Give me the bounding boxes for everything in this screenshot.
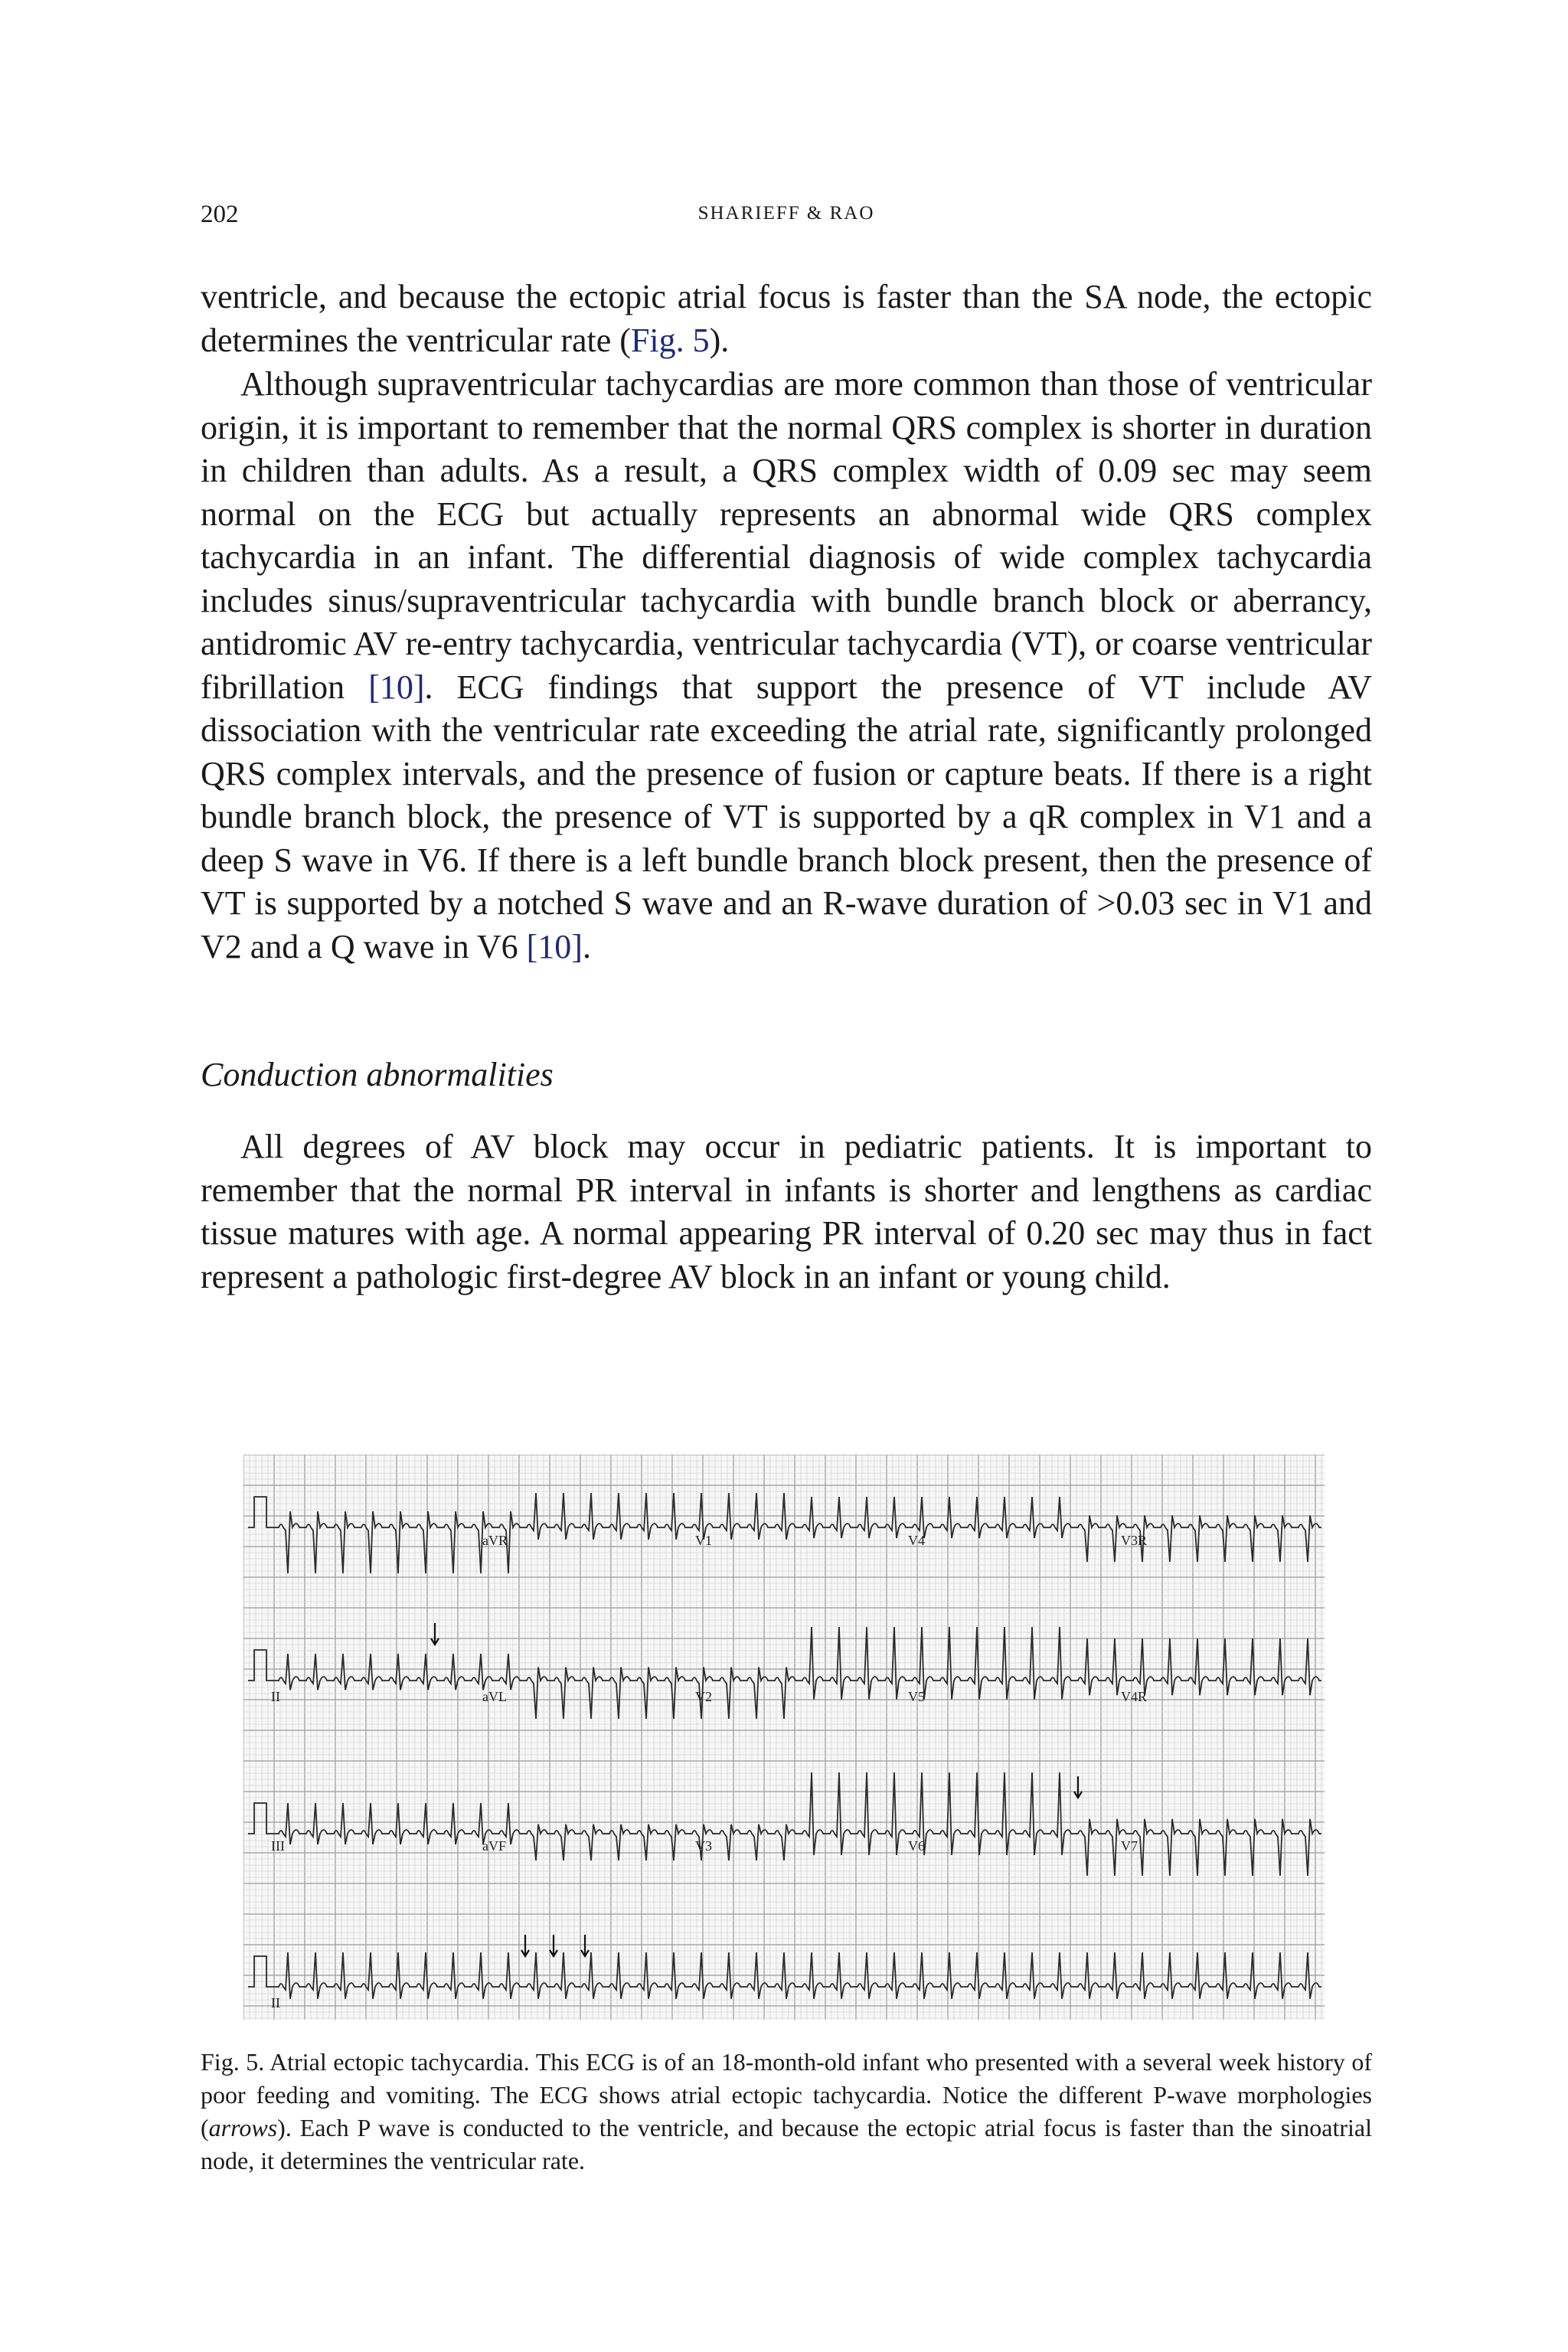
paragraph-1 [201,276,1372,362]
lead-label-v1: V1 [695,1533,712,1548]
running-head: SHARIEFF & RAO [697,203,875,224]
caption-text-b: ). Each P wave is conducted to the ventricle, and because the ectopic atrial focus is faster than the sinoatrial node, it determines the ventricular rate. [201,2114,1372,2174]
section-heading: Conduction abnormalities [201,1056,554,1093]
lead-label-v6: V6 [908,1838,925,1854]
lead-label-avl: aVL [482,1689,507,1704]
lead-label-ii: II [271,1689,280,1704]
lead-label-v4r: V4R [1121,1689,1148,1704]
lead-label-iii: III [271,1838,285,1854]
reference-10-link[interactable]: [10] [368,668,425,706]
lead-label-avf: aVF [482,1838,506,1854]
paragraph-2-part-c: . [582,927,591,965]
lead-label-ii-rhythm: II [271,1995,280,2011]
lead-label-v5: V5 [908,1689,925,1704]
caption-text-a: Atrial ectopic tachycardia. This ECG is of an 18-month-old infant who presented with a several week history of poor feeding and vomiting. The ECG shows atrial ectopic tachycardia. Notice the different P-wave morphologies ( [201,2048,1373,2141]
page-header [201,201,1372,231]
caption-label: Fig. 5. [201,2048,265,2076]
paragraph-2-part-b: . ECG findings that support the presence of VT include AV dissociation with the ventricular rate exceeding the atrial rate, significantly prolonged QRS complex intervals, and the presence of fusion or capture beats. If there is a right bundle branch block, the presence of VT is supported by a qR complex in V1 and a deep S wave in V6. If there is a left bundle branch block present, then the presence of VT is supported by a notched S wave and an R-wave duration of >0.03 sec in V1 and V2 and a Q wave in V6 [201,668,1372,965]
lead-label-v2: V2 [695,1689,712,1704]
ecg-figure [243,1455,1325,2020]
paragraph-3-text: All degrees of AV block may occur in pediatric patients. It is important to remember that the normal PR interval in infants is shorter and lengthens as cardiac tissue matures with age. A normal appearing PR interval of 0.20 sec may thus in fact represent a pathologic first-degree AV block in an infant or young child. [201,1128,1372,1295]
lead-label-avr: aVR [482,1533,508,1548]
paragraph-2-part-a: Although supraventricular tachycardias are more common than those of ventricular origin, it is important to remember that the normal QRS complex is shorter in duration in children than adults. As a result, a QRS complex width of 0.09 sec may seem normal on the ECG but actually represents an abnormal wide QRS complex tachycardia in an infant. The differential diagnosis of wide complex tachycardia includes sinus/supraventricular tachycardia with bundle branch block or aberrancy, antidromic AV re-entry tachycardia, ventricular tachycardia (VT), or coarse ventricular fibrillation [201,365,1372,706]
lead-label-v3: V3 [695,1838,712,1854]
figure-5-link[interactable]: Fig. 5 [630,321,710,359]
lead-label-v4: V4 [908,1533,925,1548]
figure-caption [201,2046,1372,2177]
ecg-tracing [243,1455,1325,2020]
paragraph-2 [201,363,1372,969]
lead-label-v7: V7 [1121,1838,1138,1854]
paragraph-1-tail: ). [709,321,730,359]
paragraph-3 [201,1125,1372,1298]
paragraph-1-text: ventricle, and because the ectopic atrial focus is faster than the SA node, the ectopic determines the ventricular rate ( [201,278,1372,359]
caption-arrows-word: arrows [208,2114,278,2141]
page-number: 202 [201,201,239,228]
lead-label-v3r: V3R [1121,1533,1148,1548]
reference-10-link[interactable]: [10] [526,927,583,965]
